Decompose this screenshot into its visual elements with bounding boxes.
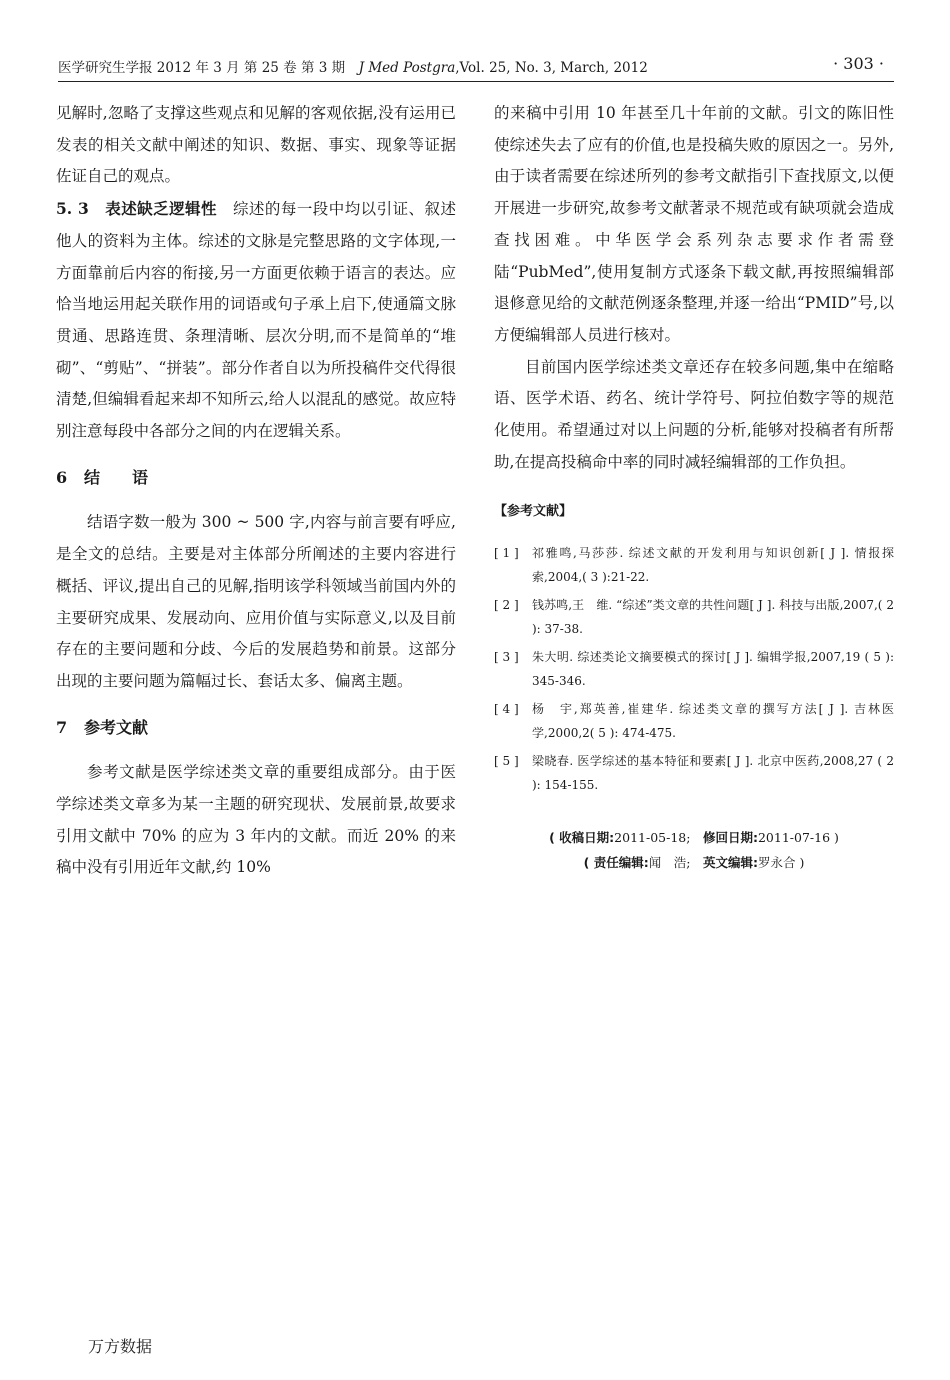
received-date: 2011-05-18; [614, 830, 691, 846]
reference-item [494, 698, 894, 745]
running-header [58, 54, 894, 80]
section-5-3 [56, 193, 456, 448]
reference-text: 朱大明. 综述类论文摘要模式的探讨[ J ]. 编辑学报,2007,19 ( 5 ): 345-346. [532, 650, 894, 688]
article-dates [494, 825, 894, 875]
paragraph-continued-right: 的来稿中引用 10 年甚至几十年前的文献。引文的陈旧性使综述失去了应有的价值,也是投稿失败的原因之一。另外,由于读者需要在综述所列的参考文献指引下查找原文,以便开展进一步研究,故参考文献著录不规范或有缺项就会造成查找困难。中华医学会系列杂志要求作者需登陆“PubMed”,使用复制方式逐条下载文献,再按照编辑部退修意见给的文献范例逐条整理,并逐一给出“PMID”号,以方便编辑部人员进行核对。 [494, 104, 894, 344]
reference-text: 梁晓春. 医学综述的基本特征和要素[ J ]. 北京中医药,2008,27 ( 2 ): 154-155. [532, 754, 894, 792]
reference-number: [ 3 ] [494, 650, 519, 665]
paragraph-continued: 见解时,忽略了支撑这些观点和见解的客观依据,没有运用已发表的相关文献中阐述的知识、数据、事实、现象等证据佐证自己的观点。 [56, 104, 456, 186]
source-watermark: 万方数据 [88, 1337, 153, 1356]
english-editor-name: 罗永合 ) [757, 855, 805, 871]
right-column [494, 98, 894, 875]
section-6-number: 6 [56, 467, 68, 487]
journal-info [58, 56, 648, 76]
section-6-text: 结语字数一般为 300 ~ 500 字,内容与前言要有呼应,是全文的总结。主要是对主体部分所阐述的主要内容进行概括、评议,提出自己的见解,指明该学科领域当前国内外的主要研究成果、发展动向、应用价值与实际意义,以及目前存在的主要问题和分歧、今后的发展趋势和前景。这部分出现的主要问题为篇幅过长、套话太多、偏离主题。 [56, 513, 456, 690]
journal-name-en: J Med Postgra [358, 60, 456, 76]
section-7-title: 参考文献 [84, 717, 149, 737]
reference-item [494, 542, 894, 589]
english-editor-label: 英文编辑: [702, 855, 758, 871]
section-6-heading [56, 462, 456, 494]
section-7-heading [56, 712, 456, 744]
revised-date: 2011-07-16 ) [757, 830, 839, 846]
dates-line [494, 825, 894, 850]
references-heading: 【参考文献】 [494, 504, 573, 520]
section-6-title: 结 语 [84, 467, 149, 487]
received-label: ( 收稿日期: [549, 830, 615, 846]
reference-number: [ 1 ] [494, 546, 519, 561]
reference-list [494, 542, 894, 797]
journal-name-cn: 医学研究生学报 2012 年 3 月 第 25 卷 第 3 期 [58, 60, 346, 76]
revised-label: 修回日期: [702, 830, 758, 846]
section-5-3-text: 综述的每一段中均以引证、叙述他人的资料为主体。综述的文脉是完整思路的文字体现,一方面靠前后内容的衔接,另一方面更依赖于语言的表达。应恰当地运用起关联作用的词语或句子承上启下,使通篇文脉贯通、思路连贯、条理清晰、层次分明,而不是简单的“堆砌”、“剪贴”、“拼装”。部分作者自以为所投稿件交代得很清楚,但编辑看起来却不知所云,给人以混乱的感觉。故应特别注意每段中各部分之间的内在逻辑关系。 [56, 200, 456, 441]
editor-name: 闻 浩; [648, 855, 691, 871]
left-column [56, 98, 456, 884]
section-7-number: 7 [56, 717, 68, 737]
editors-line [494, 850, 894, 875]
reference-number: [ 2 ] [494, 598, 519, 613]
journal-issue-en: ,Vol. 25, No. 3, March, 2012 [455, 60, 648, 76]
section-7-text: 参考文献是医学综述类文章的重要组成部分。由于医学综述类文章多为某一主题的研究现状、发展前景,故要求引用文献中 70% 的应为 3 年内的文献。而近 20% 的来稿中没有引用近年文献,约 10% [56, 763, 456, 877]
reference-number: [ 5 ] [494, 754, 519, 769]
section-5-3-heading: 5. 3 表述缺乏逻辑性 [56, 199, 217, 219]
page-number: · 303 · [833, 54, 884, 73]
paragraph-conclusion: 目前国内医学综述类文章还存在较多问题,集中在缩略语、医学术语、药名、统计学符号、阿拉伯数字等的规范化使用。希望通过对以上问题的分析,能够对投稿者有所帮助,在提高投稿命中率的同时减轻编辑部的工作负担。 [494, 357, 894, 471]
reference-text: 祁雅鸣,马莎莎. 综述文献的开发利用与知识创新[ J ]. 情报探索,2004,( 3 ):21-22. [532, 546, 894, 584]
reference-item [494, 646, 894, 693]
header-rule [58, 81, 894, 82]
reference-text: 钱苏鸣,王 维. “综述”类文章的共性问题[ J ]. 科技与出版,2007,( 2 ): 37-38. [532, 598, 894, 636]
reference-number: [ 4 ] [494, 702, 519, 717]
reference-item [494, 594, 894, 641]
editor-label: ( 责任编辑: [583, 855, 649, 871]
reference-text: 杨 宇,郑英善,崔建华. 综述类文章的撰写方法[ J ]. 吉林医学,2000,2( 5 ): 474-475. [532, 702, 894, 740]
reference-item [494, 750, 894, 797]
